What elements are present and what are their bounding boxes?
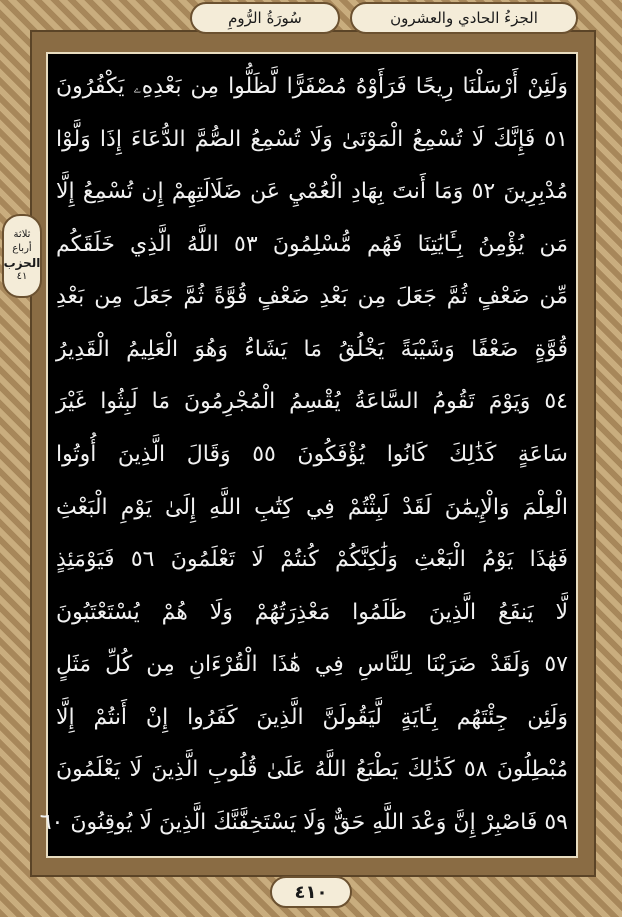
hizb-word: الحزب: [3, 256, 41, 270]
verse-line: فَهَٰذَا يَوْمُ الْبَعْثِ وَلَٰكِنَّكُمْ كُنتُمْ لَا تَعْلَمُونَ ٥٦ فَيَوْمَئِذٍ: [56, 547, 569, 573]
surah-header: [190, 2, 340, 34]
verse-line: وَلَئِنْ أَرْسَلْنَا رِيحًا فَرَأَوْهُ مُصْفَرًّا لَّظَلُّوا مِن بَعْدِهِۦ يَكْفُرُونَ: [56, 74, 568, 99]
verse-line: قُوَّةٍ ضَعْفًا وَشَيْبَةً يَخْلُقُ مَا يَشَاءُ وَهُوَ الْعَلِيمُ الْقَدِيرُ: [56, 336, 568, 362]
hizb-number: ٤١: [16, 271, 28, 282]
verse-line: وَلَئِن جِئْتَهُم بِـَٔايَةٍ لَّيَقُولَنَّ الَّذِينَ كَفَرُوا إِنْ أَنتُمْ إِلَّا: [56, 704, 568, 730]
verse-line: ٥٩ فَاصْبِرْ إِنَّ وَعْدَ اللَّهِ حَقٌّ وَلَا يَسْتَخِفَّنَّكَ الَّذِينَ لَا يُوقِنُونَ ٦٠: [39, 809, 568, 835]
verse-line: سَاعَةٍ كَذَٰلِكَ كَانُوا يُؤْفَكُونَ ٥٥ وَقَالَ الَّذِينَ أُوتُوا: [56, 441, 568, 467]
verse-line: مَن يُؤْمِنُ بِـَٔايَٰتِنَا فَهُم مُّسْلِمُونَ ٥٣ اللَّهُ الَّذِي خَلَقَكُم: [56, 231, 568, 257]
hizb-quarter-label: ثلاثة أرباع: [12, 229, 32, 254]
verse-line: ٥٤ وَيَوْمَ تَقُومُ السَّاعَةُ يُقْسِمُ الْمُجْرِمُونَ مَا لَبِثُوا غَيْرَ: [56, 389, 568, 415]
verse-lines: [39, 64, 569, 846]
verse-line: ٥١ فَإِنَّكَ لَا تُسْمِعُ الْمَوْتَىٰ وَلَا تُسْمِعُ الصُّمَّ الدُّعَاءَ إِذَا وَلَّوْا: [56, 126, 568, 152]
juz-title: الجزءُ الحادي والعشرون: [390, 9, 538, 27]
page-number-badge: [270, 876, 352, 908]
verse-line: مُبْطِلُونَ ٥٨ كَذَٰلِكَ يَطْبَعُ اللَّهُ عَلَىٰ قُلُوبِ الَّذِينَ لَا يَعْلَمُونَ: [56, 757, 568, 783]
verse-line: الْعِلْمَ وَالْإِيمَٰنَ لَقَدْ لَبِثْتُمْ فِي كِتَٰبِ اللَّهِ إِلَىٰ يَوْمِ الْبَعْثِ: [56, 494, 568, 520]
verse-line: ٥٧ وَلَقَدْ ضَرَبْنَا لِلنَّاسِ فِي هَٰذَا الْقُرْءَانِ مِن كُلِّ مَثَلٍ: [56, 652, 568, 678]
quran-page-text-area: [39, 52, 578, 858]
verse-line: لَّا يَنفَعُ الَّذِينَ ظَلَمُوا مَعْذِرَتُهُمْ وَلَا هُمْ يُسْتَعْتَبُونَ: [56, 599, 568, 625]
surah-title: سُورَةُ الرُّومِ: [228, 9, 302, 27]
verse-line: مُدْبِرِينَ ٥٢ وَمَا أَنتَ بِهَادِ الْعُمْيِ عَن ضَلَالَتِهِمْ إِن تُسْمِعُ إِلَّا: [56, 179, 568, 205]
verse-line: مِّن ضَعْفٍ ثُمَّ جَعَلَ مِن بَعْدِ ضَعْفٍ قُوَّةً ثُمَّ جَعَلَ مِن بَعْدِ: [56, 284, 568, 310]
juz-header: [350, 2, 578, 34]
page-number: ٤١٠: [294, 881, 328, 903]
hizb-quarter-marker: [2, 214, 42, 298]
